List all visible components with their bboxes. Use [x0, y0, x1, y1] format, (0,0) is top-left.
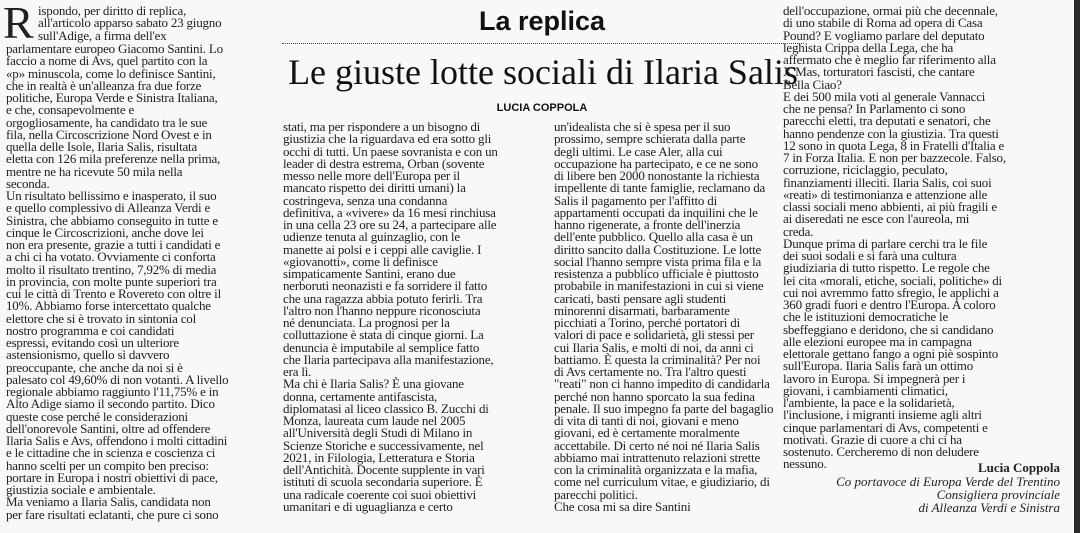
text-line: portare in Europa i nostri obiettivi di pace,	[6, 469, 218, 485]
text-line: mentre ne ha ricevute 50 mila nella	[6, 163, 183, 179]
text-line: di libere ben 2000 nonostante la richiesta	[554, 168, 760, 183]
text-line: eletta con 126 mila preferenze nella prima,	[6, 151, 221, 167]
text-line: che Ilaria partecipava alla manifestazione,	[283, 351, 494, 367]
text-line: leghista Crippa della Lega, che ha	[783, 39, 954, 55]
text-line: Che cosa mi sa dire Santini	[554, 498, 691, 514]
text-line: a chi ci ha votato. Ovviamente ci conforta	[6, 249, 216, 265]
text-line: picchiati a Torino, perché portatori di	[554, 315, 740, 330]
text-line: diplomatasi al liceo classico B. Zucchi di	[283, 400, 489, 416]
text-line: udienze tenuta al guinzaglio, con le	[283, 229, 460, 245]
text-line: regionale abbiamo raggiunto l'11,75% e in	[6, 384, 219, 399]
text-line: dell'onorevole Santini, oltre ad offendere	[6, 420, 211, 436]
text-line: espressi, evitando così un ulteriore	[6, 335, 179, 350]
text-line: accettabile. Di certo né noi né Ilaria Salis	[554, 437, 760, 453]
signature-name: Lucia Coppola	[978, 460, 1060, 475]
text-line: cinque le Circoscrizioni, anche dove lei	[6, 224, 204, 240]
text-line: faccio a nome di Avs, quel partito con la	[6, 53, 208, 69]
text-line: Bella Ciao?	[783, 76, 842, 92]
text-line: elettorale gettano fango a ogni piè sospinto	[783, 346, 999, 361]
text-line: giudiziaria di tutto rispetto. Le regole che	[783, 260, 990, 276]
text-line: «giovanotti», come li definisce	[283, 253, 438, 269]
text-line: per fare risultati eclatanti, che pure ci sono	[6, 506, 219, 522]
drop-cap: R	[3, 0, 34, 48]
text-line: messo nelle more dell'Europa per il	[283, 168, 460, 183]
text-line: di vita di tanti di noi, giovani e meno	[554, 413, 739, 428]
text-line: cui Ilaria Salis, e molti di noi, da anni ci	[554, 339, 754, 355]
text-line: nostro programma e coi candidati	[6, 322, 175, 338]
text-line: molto il risultato trentino, 7,92% di media	[6, 261, 217, 277]
text-line: «p» minuscola, come lo definisce Santini,	[6, 65, 216, 81]
text-line: seconda.	[6, 175, 50, 191]
text-line: sull'Adige, a firma dell'ex	[38, 27, 167, 43]
text-line: umanitari e di uguaglianza e certo	[283, 498, 453, 514]
text-line: e le cittadine che in scienza e coscienza ci	[6, 445, 216, 461]
text-line: che le istituzioni democratiche le	[783, 309, 949, 325]
text-line: di uno stabile di Roma ad opera di Casa	[783, 15, 983, 31]
text-line: istituti di scuola secondaria superiore. È	[283, 474, 483, 490]
text-line: e che, consapevolmente e	[6, 102, 135, 118]
text-line: astensionismo, quello sì davvero	[6, 347, 170, 363]
text-line: e quello complessivo di Alleanza Verdi e	[6, 200, 211, 216]
text-line: Ma veniamo a Ilaria Salis, candidata non	[6, 494, 211, 510]
text-line: perché non hanno sporcato la sua fedina	[554, 388, 755, 404]
text-line: cinque parlamentari di Avs, competenti e	[783, 419, 988, 435]
text-line: lei cita «morali, etiche, sociali, politiche» di	[783, 272, 1002, 288]
text-line: 12 sono in quota Lega, 8 in Fratelli d'Italia e	[783, 137, 1005, 153]
text-line: classi sociali meno abbienti, ai più fragili e	[783, 199, 997, 214]
text-line: Dunque prima di parlare cerchi tra le file	[783, 235, 988, 251]
text-line: corruzione, riciclaggio, peculato,	[783, 162, 948, 178]
text-line: con la criminalità organizzata e la mafia,	[554, 462, 758, 477]
text-line: occupazione ha partecipato, e ce ne sono	[554, 155, 758, 171]
text-line: probabile in manifestazioni in cui si viene	[554, 278, 764, 294]
text-line: definitiva, a «vivere» da 16 mesi rinchiusa	[283, 204, 496, 220]
column-2	[283, 0, 551, 533]
text-line: l'ambiente, la pace e la solidarietà,	[783, 395, 955, 410]
text-line: dell'ente pubblico. Quello alla casa è un	[554, 229, 753, 245]
text-line: E dei 500 mila voti al generale Vannacci	[783, 88, 986, 104]
text-line: sbeffeggiano e deridono, che si candidano	[783, 321, 994, 337]
text-line: «reati» di testimonianza e attenzione alle	[783, 186, 988, 202]
text-line: X Mas, torturatori fascisti, che cantare	[783, 64, 975, 80]
text-line: nerboruti neonazisti e fa sorridere il fatto	[283, 278, 488, 294]
text-line: lavoro in Europa. Si impegnerà per i	[783, 370, 966, 386]
text-line: impellente di tante famiglie, reclamano da	[554, 180, 766, 196]
text-line: parecchi eletti, tra deputati e senatori, che	[783, 113, 991, 129]
text-line: 2021, in Filologia, Letteratura e Storia	[283, 449, 475, 465]
text-line: ai diseredati ne esce con l'aureola, mi	[783, 211, 970, 227]
text-line: di Avs certamente no. Tra l'altro questi	[554, 364, 747, 379]
text-line: nessuno.	[783, 456, 827, 472]
text-line: un'idealista che si è spesa per il suo	[554, 119, 731, 134]
text-line: resistenza a pubblico ufficiale è piuttosto	[554, 266, 759, 281]
text-line: battiamo. È questa la criminalità? Per noi	[554, 351, 761, 367]
text-line: preoccupante, che anche da noi si è	[6, 359, 183, 375]
signature-role-2: Consigliera provinciale	[936, 487, 1060, 502]
text-line: finanziamenti illeciti. Ilaria Salis, coi suoi	[783, 174, 992, 190]
text-line: penale. Il suo impegno fa parte del bagaglio	[554, 400, 774, 416]
text-line: affermato che è meglio far riferimento alla	[783, 52, 996, 67]
text-line: dei suoi sodali e si farà una cultura	[783, 248, 957, 263]
text-line: colluttazione è stata di cinque giorni. La	[283, 327, 484, 343]
text-line: che in realtà è un'alleanza fra due forze	[6, 77, 202, 93]
text-line: Ma chi è Ilaria Salis? È una giovane	[283, 376, 464, 392]
text-line: donna, certamente antifascista,	[283, 388, 438, 404]
text-line: dell'Antichità. Docente supplente in vari	[283, 462, 485, 477]
text-line: prossimo, sempre schierata dalla parte	[554, 131, 746, 147]
text-line: né denunciata. La prognosi per la	[283, 315, 450, 330]
text-line: quella delle Isole, Ilaria Salis, risultata	[6, 139, 198, 154]
text-line: appartamenti occupati da inquilini che le	[554, 204, 758, 220]
text-line: "reati" non ci hanno impedito di candidarla	[554, 376, 770, 392]
text-line: Scienze Storiche e successivamente, nel	[283, 437, 484, 453]
text-line: che ne pensa? In Parlamento ci sono	[783, 101, 966, 116]
page-edge	[1074, 0, 1080, 533]
text-line: 360 gradi fuori e dentro l'Europa. A coloro	[783, 297, 996, 312]
text-line: in provincia, con molte punte superiori tra	[6, 273, 217, 289]
text-line: sostenuto. Cercheremo di non deludere	[783, 444, 979, 459]
text-line: social l'hanno sempre vista prima fila e la	[554, 253, 762, 269]
text-line: fila, nella Circoscrizione Nord Ovest e in	[6, 126, 212, 142]
text-line: occhi di tutti. Un paese sovranista e con un	[283, 143, 498, 159]
signature-role-1: Co portavoce di Europa Verde del Trentino	[836, 474, 1060, 489]
text-line: non era presente, grazie a tutti i candidati e	[6, 237, 221, 252]
text-line: Salis il pagamento per l'affitto di	[554, 192, 717, 208]
text-line: alle elezioni europee ma in campagna	[783, 333, 972, 349]
text-line: Pound? E vogliamo parlare del deputato	[783, 27, 985, 43]
text-line: hanno scelti per un compito ben preciso:	[6, 457, 209, 473]
text-line: motivati. Grazie di cuore a chi ci ha	[783, 431, 962, 447]
byline: LUCIA COPPOLA	[496, 102, 588, 114]
headline: Le giuste lotte sociali di Ilaria Salis	[288, 52, 798, 92]
text-line: costringeva, senza una condanna	[283, 192, 448, 208]
text-line: Monza, laureata cum laude nel 2005	[283, 413, 466, 428]
text-line: queste cose perché le considerazioni	[6, 408, 188, 424]
text-line: una radicale coerente coi suoi obiettivi	[283, 486, 477, 502]
text-line: hanno rigenerate, a fronte dell'inerzia	[554, 217, 741, 232]
text-line: era lì.	[283, 364, 312, 379]
text-line: creda.	[783, 223, 814, 239]
text-line: mancato rispetto dei diritti umani) la	[283, 180, 466, 196]
text-line: diritto sancito dalla Costituzione. Le lotte	[554, 241, 762, 257]
signature-role-3: di Alleanza Verdi e Sinistra	[918, 500, 1060, 515]
text-line: simpaticamente Santini, erano due	[283, 266, 456, 281]
text-line: Ilaria Salis e Avs, offendono i molti cittadini	[6, 433, 228, 448]
text-line: denuncia è imputabile al semplice fatto	[283, 339, 480, 355]
text-line: Alto Adige siamo il secondo partito. Dico	[6, 396, 215, 412]
text-line: orgogliosamente, ha candidato tra le sue	[6, 114, 208, 130]
text-line: abbiamo mai intrattenuto relazioni strette	[554, 449, 761, 465]
text-line: giovani, ed è certamente moralmente	[554, 425, 740, 441]
text-line: giovani, i cambiamenti climatici,	[783, 382, 948, 398]
text-line: parecchi politici.	[554, 486, 638, 502]
text-line: cui noi avremmo fatto sfregio, le applichi a	[783, 284, 999, 300]
text-line: cui le città di Trento e Rovereto con oltre il	[6, 286, 221, 301]
text-line: leader di destra estrema, Orban (sovente	[283, 155, 485, 171]
text-line: parlamentare europeo Giacomo Santini. Lo	[6, 41, 223, 56]
text-line: come nel curriculum vitae, e giudiziario, di	[554, 474, 770, 490]
text-line: all'Università degli Studi di Milano in	[283, 425, 473, 441]
text-line: politiche, Europa Verde e Sinistra Italiana,	[6, 90, 218, 105]
text-line: hanno pendenze con la giustizia. Tra questi	[783, 125, 999, 141]
column-1	[6, 0, 274, 533]
text-line: ispondo, per diritto di replica,	[38, 3, 187, 18]
column-4	[783, 0, 1073, 533]
text-line: caricati, basti pensare agli studenti	[554, 290, 727, 306]
text-line: elettore che si è trovato in sintonia col	[6, 310, 196, 326]
text-line: minorenni disarmati, barbaramente	[554, 302, 730, 318]
section-kicker: La replica	[478, 6, 606, 36]
text-line: giustizia sociale e ambientale.	[6, 482, 156, 497]
text-line: sull'Europa. Ilaria Salis farà un ottimo	[783, 358, 974, 374]
text-line: 10%. Abbiamo forse intercettato qualche	[6, 298, 211, 314]
text-line: manette ai polsi e i ceppi alle caviglie. I	[283, 241, 482, 257]
text-line: in una cella 23 ore su 24, a partecipare alle	[283, 217, 497, 232]
text-line: all'articolo apparso sabato 23 giugno	[38, 15, 222, 31]
text-line: degli ultimi. Le case Aler, alla cui	[554, 143, 723, 159]
text-line: valori di pace e solidarietà, gli stessi per	[554, 327, 754, 343]
text-line: palesato col 49,60% di non votanti. A livello	[6, 371, 229, 387]
text-line: 7 in Forza Italia. E non per bazzecole. Falso,	[783, 150, 1006, 165]
text-line: che una ragazza abbia potuto ferirli. Tra	[283, 290, 483, 306]
text-line: Sinistra, che abbiamo conseguito in tutte e	[6, 212, 218, 228]
text-line: dell'occupazione, ormai più che decennale,	[783, 3, 998, 18]
text-line: stati, ma per rispondere a un bisogno di	[283, 119, 481, 134]
text-line: l'inclusione, i migranti insieme agli altri	[783, 407, 982, 423]
text-line: l'altro non l'hanno neppure riconosciuta	[283, 302, 481, 318]
column-3	[554, 0, 816, 533]
text-line: Un risultato bellissimo e inasperato, il suo	[6, 188, 217, 203]
text-line: giustizia che la riguardava ed era sotto gli	[283, 131, 492, 147]
